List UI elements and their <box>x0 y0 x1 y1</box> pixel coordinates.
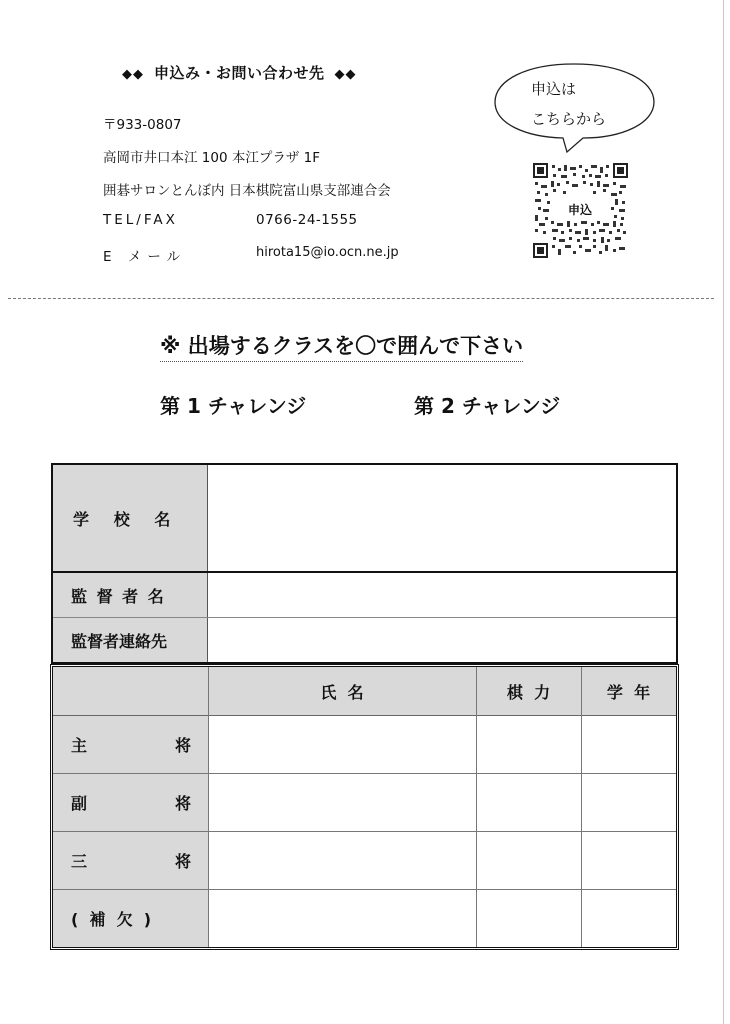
qr-label: 申込 <box>559 201 601 219</box>
header-player-name: 氏 名 <box>208 667 476 715</box>
diamond-icon: ◆◆ <box>122 67 144 82</box>
school-info-table <box>51 463 678 664</box>
captain-grade-field[interactable] <box>582 716 676 773</box>
contact-section-title <box>122 62 442 83</box>
vice-captain-grade-field[interactable] <box>582 774 676 831</box>
diamond-icon: ◆◆ <box>334 67 357 82</box>
header-school-year: 学 年 <box>581 667 676 715</box>
bubble-text-line1: 申込は <box>531 80 577 98</box>
vice-captain-name-field[interactable] <box>209 774 475 831</box>
school-name-label: 学 校 名 <box>53 465 208 571</box>
player-roster-table <box>50 664 679 950</box>
coach-name-field[interactable] <box>208 573 676 617</box>
speech-bubble-shape <box>491 58 657 154</box>
email-row <box>103 245 399 265</box>
captain-rank-field[interactable] <box>477 716 580 773</box>
address: 高岡市井口本江 100 本江プラザ 1F <box>103 150 320 166</box>
class-option-first[interactable]: 第 1 チャレンジ <box>160 394 307 418</box>
row-label-third: 三 将 <box>71 852 191 871</box>
row-label-captain: 主 将 <box>71 736 191 755</box>
postal-code: 〒933-0807 <box>103 117 182 133</box>
substitute-grade-field[interactable] <box>582 890 676 947</box>
row-label-vice-captain: 副 将 <box>71 794 191 813</box>
school-name-field[interactable] <box>208 465 676 571</box>
tel-fax-row <box>103 212 358 228</box>
tel-fax-value: 0766-24-1555 <box>256 212 358 228</box>
organization: 囲碁サロンとんぼ内 日本棋院富山県支部連合会 <box>103 183 391 199</box>
page-edge-rule <box>723 0 724 1024</box>
third-grade-field[interactable] <box>582 832 676 889</box>
instruction-text: ※ 出場するクラスを〇で囲んで下さい <box>160 330 523 362</box>
coach-contact-label: 監督者連絡先 <box>53 618 208 662</box>
tel-fax-label: TEL/FAX <box>103 212 178 228</box>
speech-bubble <box>491 58 657 154</box>
row-label-substitute: ( 補 欠 ) <box>71 910 152 929</box>
captain-name-field[interactable] <box>209 716 475 773</box>
third-rank-field[interactable] <box>477 832 580 889</box>
header-go-rank: 棋 力 <box>476 667 581 715</box>
email-label: E メール <box>103 249 187 265</box>
vice-captain-rank-field[interactable] <box>477 774 580 831</box>
roster-header-blank <box>53 667 208 715</box>
cut-line <box>8 298 714 299</box>
substitute-rank-field[interactable] <box>477 890 580 947</box>
email-value[interactable]: hirota15@io.ocn.ne.jp <box>256 245 399 260</box>
third-name-field[interactable] <box>209 832 475 889</box>
contact-title-text: 申込み・お問い合わせ先 <box>154 64 325 82</box>
substitute-name-field[interactable] <box>209 890 475 947</box>
coach-contact-field[interactable] <box>208 618 676 662</box>
coach-name-label: 監 督 者 名 <box>53 573 208 617</box>
bubble-text-line2: こちらから <box>531 110 607 128</box>
class-option-second[interactable]: 第 2 チャレンジ <box>414 394 561 418</box>
qr-code[interactable] <box>533 163 628 258</box>
